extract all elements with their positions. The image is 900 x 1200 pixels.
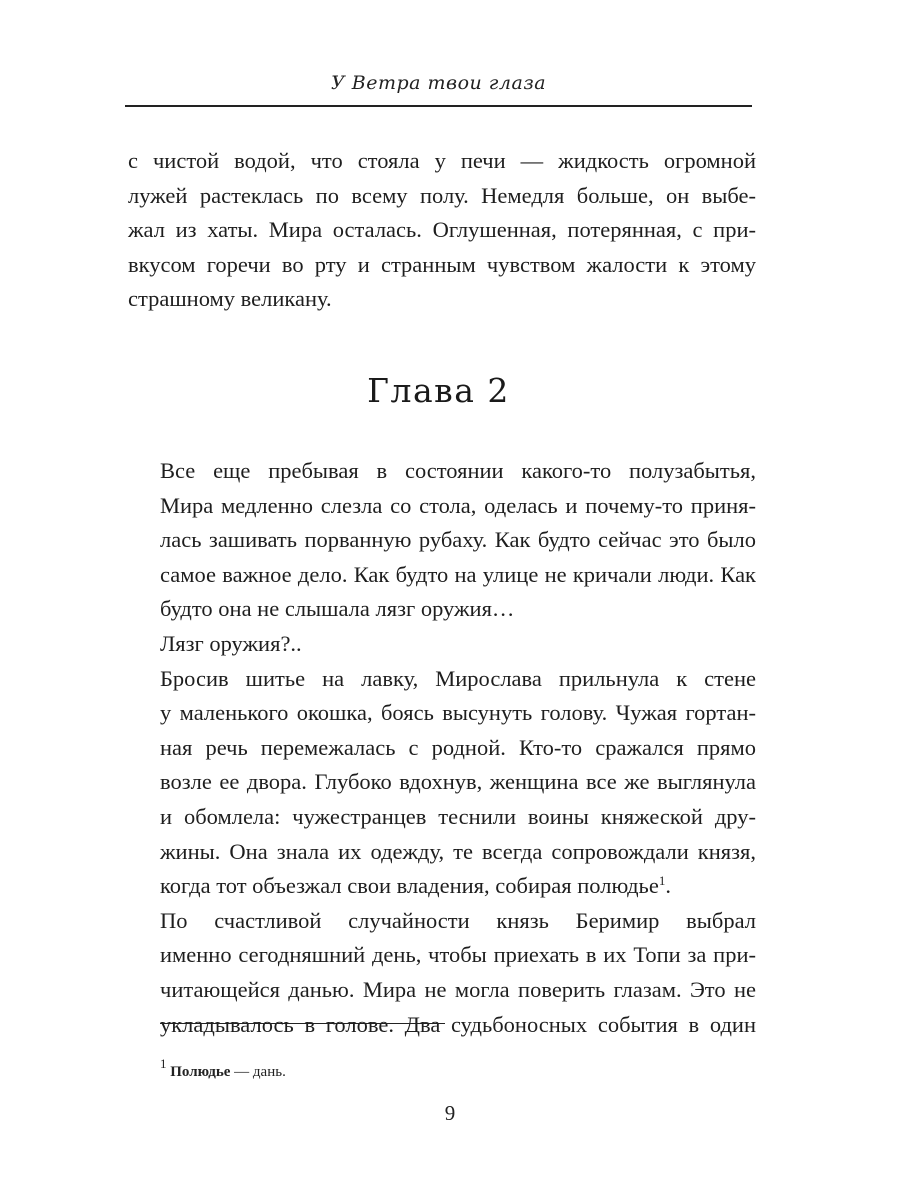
footnote-marker: 1 [160, 1056, 167, 1071]
paragraph [128, 662, 756, 904]
page-number: 9 [444, 1101, 456, 1125]
text-line: жины. Она знала их одежду, те всегда сопровождали князя, [160, 838, 756, 864]
chapter-body [128, 454, 756, 1042]
text-line: именно сегодняшний день, чтобы приехать в их Топи за при- [160, 942, 756, 968]
line-end-punctuation: . [665, 873, 671, 899]
text-line: По счастливой случайности князь Беримир выбрал [160, 907, 756, 933]
text-line: возле ее двора. Глубоко вдохнув, женщина все же выглянула [160, 769, 756, 795]
text-line: с чистой водой, что стояла у печи — жидкость огромной [128, 148, 756, 173]
text-line: страшному великану. [128, 286, 332, 312]
continuation-paragraph [128, 144, 756, 317]
header-divider [125, 105, 752, 107]
text-line: лась зашивать порванную рубаху. Как будто сейчас это было [160, 527, 756, 553]
paragraph [128, 454, 756, 627]
text-line: вкусом горечи во рту и странным чувством жалости к этому [128, 251, 756, 277]
text-line: лужей растеклась по всему полу. Немедля больше, он выбе- [128, 182, 756, 208]
footnote-divider [160, 1023, 445, 1024]
text-line: у маленького окошка, боясь высунуть голову. Чужая гортан- [160, 700, 756, 726]
text-line: жал из хаты. Мира осталась. Оглушенная, потерянная, с при- [128, 217, 756, 243]
paragraph [128, 627, 756, 662]
text-line: будто она не слышала лязг оружия… [160, 596, 515, 622]
footnote-term: Полюдье [170, 1064, 231, 1080]
text-line: Все еще пребывая в состоянии какого-то полузабытья, [160, 458, 756, 483]
chapter-title: Глава 2 [367, 371, 510, 410]
text-line: Бросив шитье на лавку, Мирослава прильнула к стене [160, 665, 756, 691]
text-line: Мира медленно слезла со стола, оделась и почему-то приня- [160, 492, 756, 518]
text-line: ная речь перемежалась с родной. Кто-то сражался прямо [160, 734, 756, 760]
text-line: читающейся данью. Мира не могла поверить глазам. Это не [160, 976, 756, 1002]
text-line: и обомлела: чужестранцев теснили воины княжеской дру- [160, 803, 756, 829]
text-line: укладывалось в голове. Два судьбоносных события в один [160, 1011, 756, 1037]
running-title: У Ветра твои глаза [330, 72, 547, 94]
text-line-with-footnote [128, 869, 756, 904]
text-line: Лязг оружия?.. [160, 630, 302, 656]
footnote [160, 1056, 286, 1081]
footnote-reference[interactable]: 1 [658, 873, 666, 889]
footnote-definition: — дань. [230, 1064, 286, 1080]
paragraph [128, 904, 756, 1042]
text-line: когда тот объезжал свои владения, собирая полюдье [160, 873, 659, 899]
text-line: самое важное дело. Как будто на улице не кричали люди. Как [160, 561, 756, 587]
